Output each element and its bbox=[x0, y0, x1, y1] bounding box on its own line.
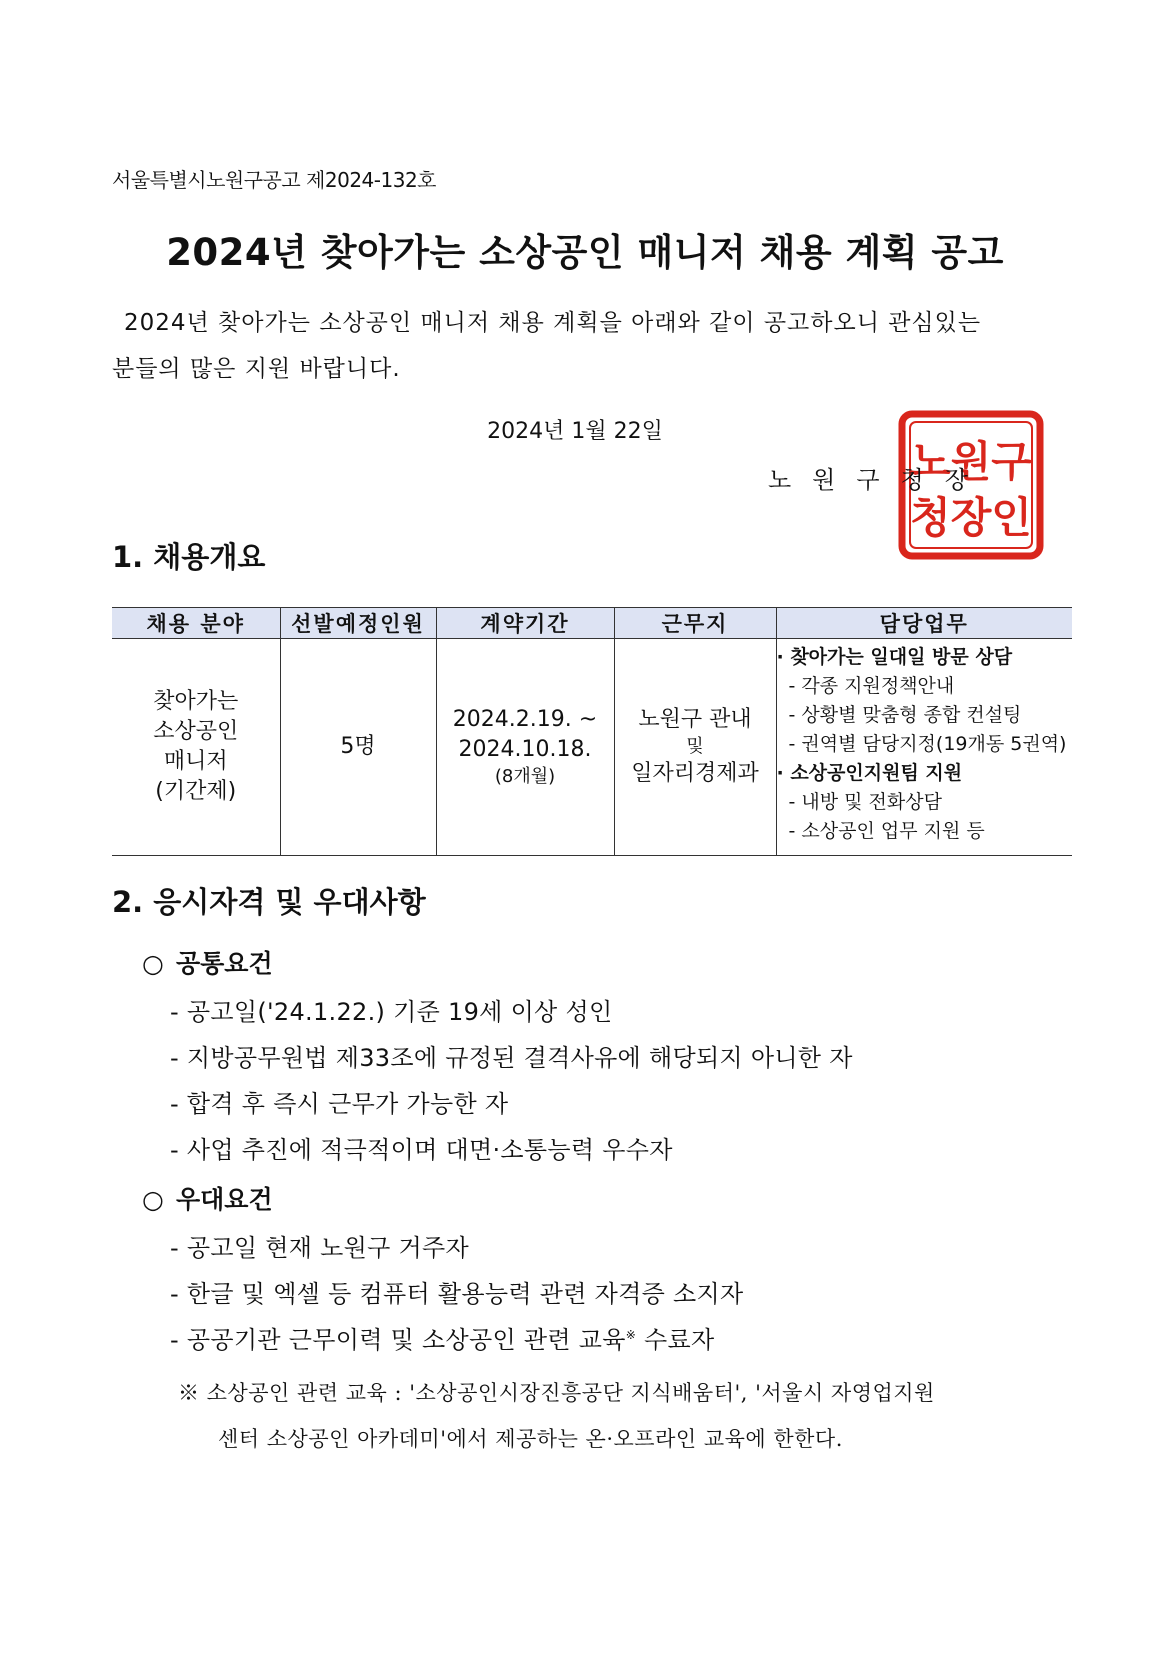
cell-field bbox=[112, 639, 280, 856]
period-end: 2024.10.18. bbox=[458, 737, 592, 762]
workplace-line: 노원구 관내 bbox=[638, 707, 752, 732]
footnote bbox=[178, 1370, 1068, 1462]
preferred-requirements-title: 우대요건 bbox=[176, 1185, 273, 1214]
document-title: 2024년 찾아가는 소상공인 매니저 채용 계획 공고 bbox=[166, 231, 1004, 274]
circle-bullet-icon: ○ bbox=[142, 949, 164, 978]
circle-bullet-icon: ○ bbox=[142, 1185, 164, 1214]
table-header-cell: 담당업무 bbox=[776, 608, 1072, 639]
intro-line-1: 2024년 찾아가는 소상공인 매니저 채용 계획을 아래와 같이 공고하오니 관심있는 bbox=[124, 310, 982, 336]
table-header-cell: 선발예정인원 bbox=[280, 608, 436, 639]
table-header-row bbox=[112, 608, 1072, 639]
preferred-item-suffix: 수료자 bbox=[636, 1326, 715, 1354]
requirement-item: - 공고일('24.1.22.) 기준 19세 이상 성인 bbox=[170, 998, 613, 1026]
duty-item: - 각종 지원정책안내 bbox=[788, 675, 955, 697]
intro-line-2: 분들의 많은 지원 바랍니다. bbox=[112, 356, 401, 382]
notice-number: 서울특별시노원구공고 제2024-132호 bbox=[112, 168, 436, 192]
count-value: 5명 bbox=[340, 734, 376, 759]
duty-item: - 소상공인 업무 지원 등 bbox=[788, 820, 985, 842]
duty-item: - 내방 및 전화상담 bbox=[788, 791, 942, 813]
reference-mark: ※ bbox=[625, 1328, 637, 1342]
field-line: 매니저 bbox=[163, 749, 228, 774]
footnote-line-1: ※ 소상공인 관련 교육 : '소상공인시장진흥공단 지식배움터', '서울시 자영업지원 bbox=[178, 1381, 935, 1405]
workplace-line: 일자리경제과 bbox=[631, 761, 759, 786]
table-header-cell: 계약기간 bbox=[436, 608, 614, 639]
duty-item: - 권역별 담당지정(19개동 5권역) bbox=[788, 733, 1067, 755]
intro-paragraph bbox=[112, 300, 1062, 392]
cell-period bbox=[436, 639, 614, 856]
common-requirements-title: 공통요건 bbox=[176, 949, 273, 978]
announcement-date: 2024년 1월 22일 bbox=[487, 419, 663, 444]
table-header-cell: 근무지 bbox=[614, 608, 776, 639]
preferred-item: - 공고일 현재 노원구 거주자 bbox=[170, 1234, 469, 1262]
period-start: 2024.2.19. ~ bbox=[452, 707, 598, 732]
period-length: (8개월) bbox=[494, 766, 556, 787]
requirement-item: - 사업 추진에 적극적이며 대면·소통능력 우수자 bbox=[170, 1136, 673, 1164]
cell-workplace bbox=[614, 639, 776, 856]
duty-heading: · 소상공인지원팀 지원 bbox=[776, 762, 963, 784]
table-row bbox=[112, 639, 1072, 856]
seal-text-top: 노원구 bbox=[910, 437, 1032, 486]
table-header-cell: 채용 분야 bbox=[112, 608, 280, 639]
seal-text-bottom: 청장인 bbox=[910, 493, 1032, 542]
preferred-item bbox=[170, 1320, 715, 1355]
requirement-item: - 합격 후 즉시 근무가 가능한 자 bbox=[170, 1090, 509, 1118]
preferred-item-text: - 공공기관 근무이력 및 소상공인 관련 교육 bbox=[170, 1326, 626, 1354]
section-2-heading: 2. 응시자격 및 우대사항 bbox=[112, 885, 426, 919]
issuer-name: 노원구청장 bbox=[768, 466, 989, 494]
section-1-heading: 1. 채용개요 bbox=[112, 540, 266, 574]
duty-item: - 상황별 맞춤형 종합 컨설팅 bbox=[788, 704, 1022, 726]
requirement-item: - 지방공무원법 제33조에 규정된 결격사유에 해당되지 아니한 자 bbox=[170, 1044, 853, 1072]
cell-duties bbox=[776, 639, 1072, 856]
cell-count bbox=[280, 639, 436, 856]
common-requirements-heading bbox=[142, 944, 273, 980]
preferred-requirements-heading bbox=[142, 1180, 273, 1216]
footnote-line-2: 센터 소상공인 아카데미'에서 제공하는 온·오프라인 교육에 한한다. bbox=[218, 1427, 843, 1451]
field-line: 소상공인 bbox=[153, 719, 239, 744]
duty-heading: · 찾아가는 일대일 방문 상담 bbox=[776, 646, 1013, 668]
recruitment-table bbox=[112, 607, 1072, 856]
preferred-item: - 한글 및 엑셀 등 컴퓨터 활용능력 관련 자격증 소지자 bbox=[170, 1280, 744, 1308]
field-line: 찾아가는 bbox=[153, 689, 239, 714]
workplace-line: 및 bbox=[686, 736, 704, 757]
field-line: (기간제) bbox=[155, 779, 237, 804]
